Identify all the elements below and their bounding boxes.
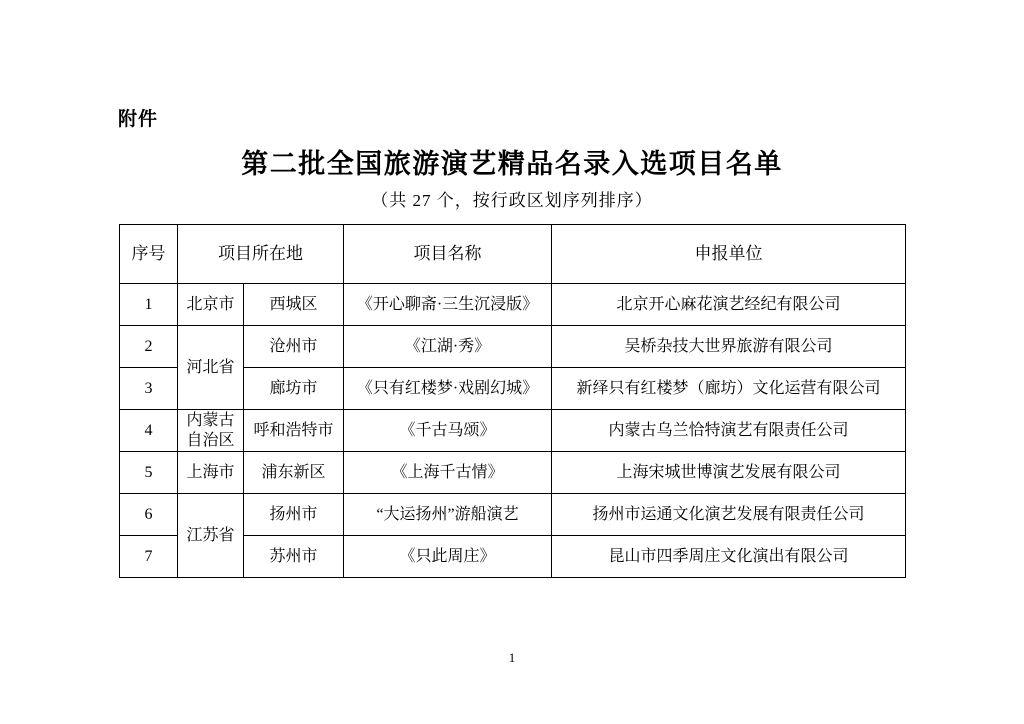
cell-province: 江苏省 [178, 494, 244, 578]
table-header-row [120, 225, 906, 284]
cell-declaring-unit: 北京开心麻花演艺经纪有限公司 [552, 284, 906, 326]
cell-province: 内蒙古 自治区 [178, 410, 244, 452]
cell-city: 沧州市 [244, 326, 344, 368]
cell-project-name: 《只有红楼梦·戏剧幻城》 [344, 368, 552, 410]
attachment-label: 附件 [118, 109, 159, 130]
cell-city: 西城区 [244, 284, 344, 326]
cell-province: 北京市 [178, 284, 244, 326]
table-row [120, 494, 906, 536]
column-header-declaring-unit: 申报单位 [552, 225, 906, 284]
column-header-no: 序号 [120, 225, 178, 284]
cell-project-name: “大运扬州”游船演艺 [344, 494, 552, 536]
page-subtitle: （共 27 个，按行政区划序列排序） [371, 191, 653, 210]
cell-declaring-unit: 昆山市四季周庄文化演出有限公司 [552, 536, 906, 578]
cell-no: 3 [120, 368, 178, 410]
table-row [120, 452, 906, 494]
cell-project-name: 《江湖·秀》 [344, 326, 552, 368]
cell-project-name: 《开心聊斋·三生沉浸版》 [344, 284, 552, 326]
cell-no: 5 [120, 452, 178, 494]
cell-declaring-unit: 新绎只有红楼梦（廊坊）文化运营有限公司 [552, 368, 906, 410]
cell-declaring-unit: 扬州市运通文化演艺发展有限责任公司 [552, 494, 906, 536]
table-row [120, 410, 906, 452]
table-body [120, 284, 906, 578]
cell-province: 河北省 [178, 326, 244, 410]
cell-declaring-unit: 内蒙古乌兰恰特演艺有限责任公司 [552, 410, 906, 452]
cell-city: 扬州市 [244, 494, 344, 536]
cell-province: 上海市 [178, 452, 244, 494]
cell-no: 1 [120, 284, 178, 326]
cell-no: 7 [120, 536, 178, 578]
cell-project-name: 《千古马颂》 [344, 410, 552, 452]
column-header-project-name: 项目名称 [344, 225, 552, 284]
column-header-location: 项目所在地 [178, 225, 344, 284]
table-row [120, 326, 906, 368]
cell-no: 2 [120, 326, 178, 368]
projects-table [119, 224, 906, 578]
cell-no: 4 [120, 410, 178, 452]
cell-project-name: 《只此周庄》 [344, 536, 552, 578]
cell-city: 浦东新区 [244, 452, 344, 494]
page-number: 1 [508, 650, 516, 665]
cell-project-name: 《上海千古情》 [344, 452, 552, 494]
cell-declaring-unit: 吴桥杂技大世界旅游有限公司 [552, 326, 906, 368]
cell-city: 廊坊市 [244, 368, 344, 410]
table-row [120, 284, 906, 326]
cell-city: 呼和浩特市 [244, 410, 344, 452]
cell-no: 6 [120, 494, 178, 536]
cell-city: 苏州市 [244, 536, 344, 578]
page-title: 第二批全国旅游演艺精品名录入选项目名单 [241, 149, 783, 179]
cell-declaring-unit: 上海宋城世博演艺发展有限公司 [552, 452, 906, 494]
